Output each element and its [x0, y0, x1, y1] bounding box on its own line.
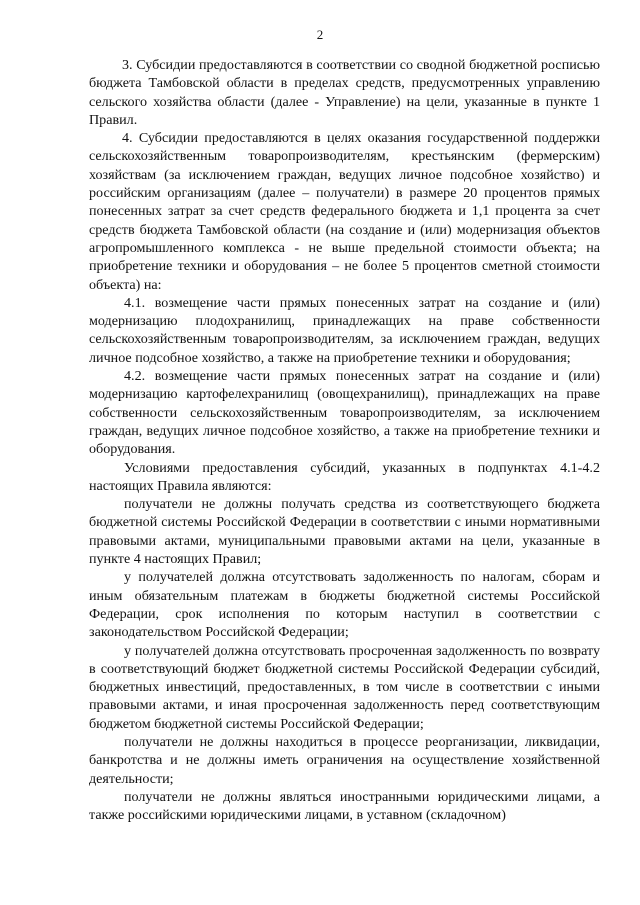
page-number: 2: [316, 27, 324, 42]
paragraph-conditions-intro: Условиями предоставления субсидий, указанных в подпунктах 4.1-4.2 настоящих Правила являются:: [89, 459, 600, 494]
condition-no-other-funds: получатели не должны получать средства из соответствующего бюджета бюджетной системы Российской Федерации в соответствии с иными нормативными правовыми актами, муниципальными правовыми актами на цели, указанные в пункте 4 настоящих Правил;: [89, 496, 600, 568]
paragraph-3-subsidies-source: 3. Субсидии предоставляются в соответствии со сводной бюджетной росписью бюджета Тамбовской области в пределах средств, предусмотренных управлению сельского хозяйства области (далее - Управление) на цели, указанные в пункте 1 Правил.: [89, 57, 600, 128]
condition-no-overdue-debt: у получателей должна отсутствовать просроченная задолженность по возврату в соответствующий бюджет бюджетной системы Российской Федерации субсидий, бюджетных инвестиций, предоставленных, в том числе в соответствии с иными правовыми актами, и иная просроченная задолженность перед соответствующим бюджетом бюджетной системы Российской Федерации;: [89, 642, 600, 732]
condition-no-reorganization: получатели не должны находиться в процессе реорганизации, ликвидации, банкротства и не должны иметь ограничения на осуществление хозяйственной деятельности;: [89, 733, 600, 787]
condition-not-foreign-entity: получатели не должны являться иностранными юридическими лицами, а также российскими юридическими лицами, в уставном (складочном): [89, 788, 600, 824]
condition-no-tax-debt: у получателей должна отсутствовать задолженность по налогам, сборам и иным обязательным платежам в бюджеты бюджетной системы Российской Федерации, срок исполнения по которым наступил в соответствии с законодательством Российской Федерации;: [89, 569, 600, 641]
subparagraph-4-1-fruit-storage: 4.1. возмещение части прямых понесенных затрат на создание и (или) модернизацию плодохранилищ, принадлежащих на праве собственности сельскохозяйственным товаропроизводителям, за исключением граждан, ведущих личное подсобное хозяйство, а также на приобретение техники и оборудования;: [89, 294, 600, 366]
document-body: [89, 56, 600, 824]
paragraph-4-subsidies-purpose: 4. Субсидии предоставляются в целях оказания государственной поддержки сельскохозяйственным товаропроизводителям, крестьянским (фермерским) хозяйствам (за исключением граждан, ведущих личное подсобное хозяйство) и российским организациям (далее – получатели) в размере 20 процентов прямых понесенных затрат за счет средств федерального бюджета и 1,1 процента за счет средств бюджета Тамбовской области (на создание и (или) модернизация объектов агропромышленного комплекса - не выше предельной стоимости объекта; на приобретение техники и оборудования – не более 5 процентов сметной стоимости объекта) на:: [89, 130, 600, 293]
subparagraph-4-2-potato-storage: 4.2. возмещение части прямых понесенных затрат на создание и (или) модернизацию картофелехранилищ (овощехранилищ), принадлежащих на праве собственности сельскохозяйственным товаропроизводителям, за исключением граждан, ведущих личное подсобное хозяйство, а также на приобретение техники и оборудования.: [89, 368, 600, 458]
